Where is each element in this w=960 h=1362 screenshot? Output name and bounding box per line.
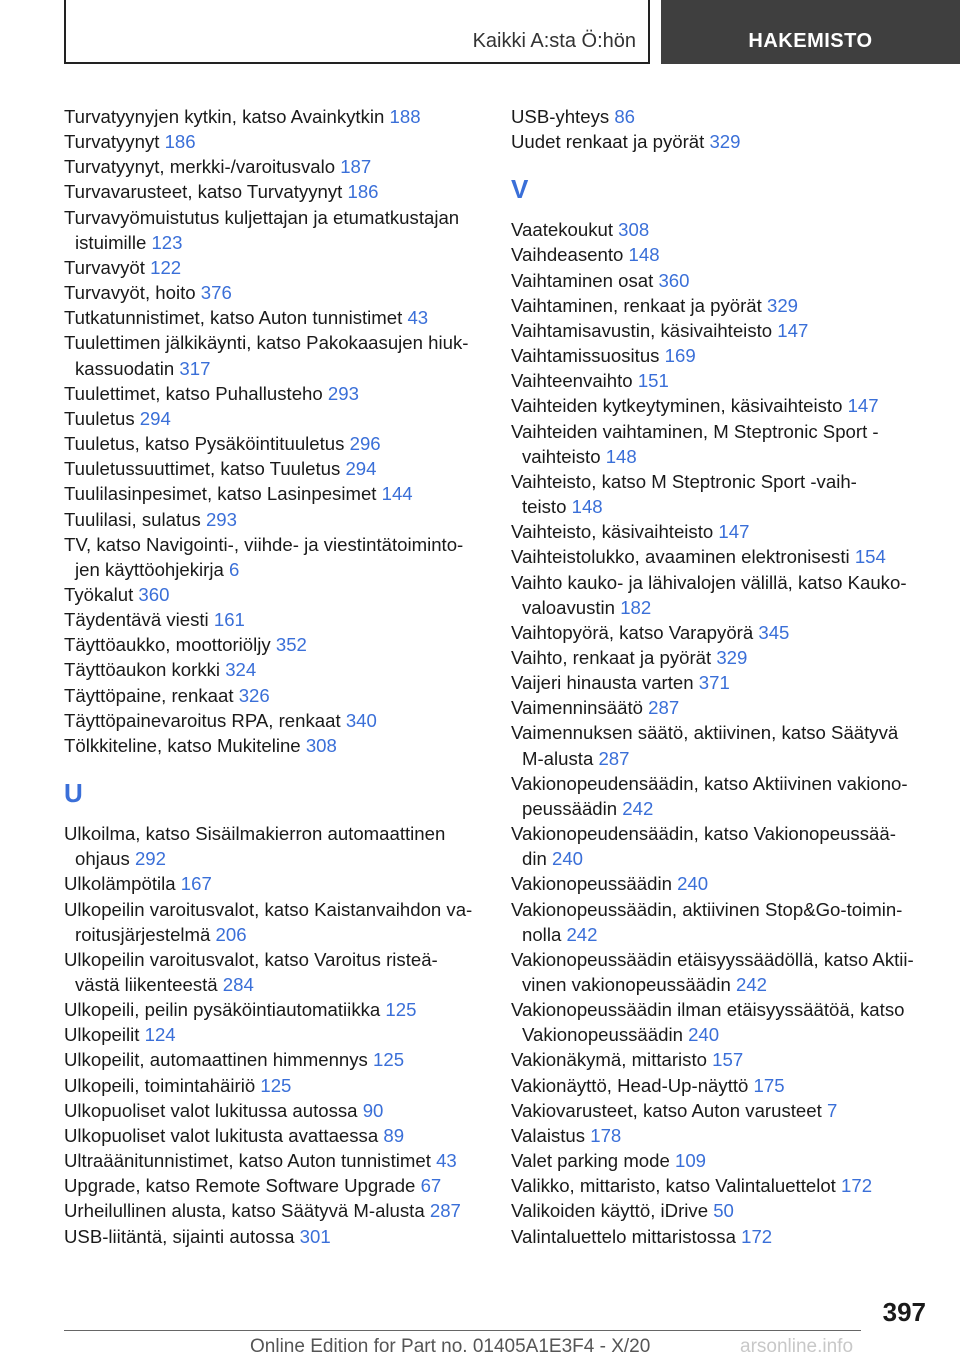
index-entry — [64, 1047, 484, 1072]
index-entry — [511, 771, 936, 821]
index-page-link[interactable]: 125 — [260, 1074, 292, 1096]
index-entry-term: Tutkatunnistimet, katso Auton tunnistimet — [64, 307, 408, 329]
index-page-link[interactable]: 151 — [637, 370, 669, 392]
index-entry — [64, 481, 484, 506]
index-entry-term: nolla — [522, 923, 567, 945]
index-entry — [511, 645, 936, 670]
index-entry-term: Vaihtaminen osat — [511, 269, 659, 291]
section-title: Kaikki A:sta Ö:hön — [472, 30, 636, 52]
index-page-link[interactable]: 154 — [854, 546, 886, 568]
index-page-link[interactable]: 284 — [222, 974, 254, 995]
index-entry-term: peussäädin — [522, 797, 623, 819]
index-entry-term: Ulkopeilit, automaattinen himmennys — [64, 1049, 374, 1071]
header-section-tab — [66, 0, 650, 64]
index-entry-term: västä liikenteestä — [75, 974, 223, 995]
index-page-link[interactable]: 292 — [134, 848, 166, 870]
index-entry — [64, 456, 484, 481]
index-entry — [511, 1173, 936, 1198]
index-page-link[interactable]: 360 — [658, 269, 690, 291]
index-entry-term: Ulkopeili, toimintahäiriö — [64, 1074, 261, 1096]
index-entry — [64, 129, 484, 154]
index-entry-term: Täyttöaukon korkki — [64, 659, 226, 681]
index-entry-term: Vaijeri hinausta varten — [511, 672, 699, 694]
index-entry-term: Ulkopuoliset valot lukitusta avattaessa — [64, 1124, 384, 1146]
index-page-link[interactable]: 6 — [229, 558, 240, 580]
index-page-link[interactable]: 125 — [373, 1049, 405, 1071]
index-entry — [511, 368, 936, 393]
index-entry — [64, 897, 484, 947]
index-entry-term: Valikoiden käyttö, iDrive — [511, 1200, 714, 1222]
index-entry-term: Valet parking mode — [511, 1150, 675, 1172]
index-page-link[interactable]: 178 — [590, 1124, 622, 1146]
watermark: arsonline.info — [740, 1336, 854, 1357]
index-page-link[interactable]: 240 — [677, 873, 709, 895]
index-entry-term: Turvavyöt — [64, 256, 151, 278]
footer-edition-text: Online Edition for Part no. 01405A1E3F4 - X/20 — [250, 1336, 651, 1357]
index-page-link[interactable]: 187 — [340, 156, 372, 178]
index-entry — [511, 695, 936, 720]
index-entry — [64, 1198, 484, 1223]
index-entry-term: Uudet renkaat ja pyörät — [511, 131, 710, 153]
index-page-link[interactable]: 326 — [238, 684, 270, 706]
index-entry — [64, 255, 484, 280]
index-entry-term: vinen vakionopeussäädin — [522, 974, 736, 995]
index-entry-term: Tuuletus, katso Pysäköintituuletus — [64, 433, 350, 455]
page-number: 397 — [882, 1297, 926, 1327]
index-entry-term: Urheilullinen alusta, katso Säätyvä M-alusta — [64, 1200, 430, 1222]
index-page-link[interactable]: 167 — [180, 873, 212, 895]
index-entry-term: Tölkkiteline, katso Mukiteline — [64, 734, 306, 756]
index-page-link[interactable]: 43 — [436, 1150, 457, 1172]
index-entry-term: Täyttöpainevaroitus RPA, renkaat — [64, 709, 346, 731]
index-page-link[interactable]: 301 — [299, 1225, 331, 1247]
index-page-link[interactable]: 293 — [205, 508, 237, 530]
index-entry-term: Vaihtaminen, renkaat ja pyörät — [511, 294, 767, 316]
index-entry-term: vaihteisto — [522, 445, 606, 467]
index-page-link[interactable]: 43 — [407, 307, 429, 329]
index-entry — [64, 1022, 484, 1047]
index-page-link[interactable]: 242 — [735, 974, 768, 995]
index-entry-term: Vakiovarusteet, katso Auton varusteet — [511, 1099, 827, 1121]
index-entry-term: Valaistus — [511, 1124, 591, 1146]
index-entry — [64, 1224, 484, 1249]
index-entry-term: Vakionopeussäädin etäisyyssäädöllä, katso Aktii- — [511, 948, 914, 970]
index-entry-term: Vakionopeudensäädin, katso Aktiivinen vakiono- — [511, 772, 908, 794]
index-entry-term: Vaihtamisavustin, käsivaihteisto — [511, 319, 778, 341]
index-entry-term: Vakionopeussäädin ilman etäisyyssäätöä, katso — [511, 999, 905, 1021]
index-page-link[interactable]: 186 — [347, 181, 379, 203]
index-entry-term: kassuodatin — [75, 357, 180, 379]
index-page-link[interactable]: 86 — [614, 106, 636, 127]
index-entry — [511, 469, 936, 519]
index-entry — [511, 1123, 936, 1148]
index-entry-term: Ulkoilma, katso Sisäilmakierron automaattinen — [64, 823, 446, 845]
index-entry-term: jen käyttöohjekirja — [75, 558, 229, 580]
index-entry — [511, 293, 936, 318]
index-entry-term: Vakionopeussäädin — [522, 1024, 689, 1046]
index-entry-term: Vakionäyttö, Head-Up-näyttö — [511, 1074, 754, 1096]
index-entry — [64, 733, 484, 758]
index-entry-term: Vaihteenvaihto — [511, 370, 638, 392]
index-entry-term: Turvavyöt, hoito — [64, 282, 201, 304]
index-entry-term: Turvatyynyt, merkki-/varoitusvalo — [64, 156, 341, 178]
index-entry — [511, 343, 936, 368]
index-entry-term: Turvatyynyt — [64, 131, 165, 153]
index-entry — [64, 683, 484, 708]
index-page-link[interactable]: 329 — [766, 294, 799, 316]
index-page-link[interactable]: 296 — [349, 433, 381, 455]
index-entry-term: Tuulettimen jälkikäynti, katso Pakokaasujen hiuk- — [64, 332, 469, 354]
index-entry-term: Ulkopeilit — [64, 1024, 145, 1046]
index-page-link[interactable]: 287 — [598, 747, 630, 769]
index-entry-term: Upgrade, katso Remote Software Upgrade — [64, 1175, 421, 1197]
index-entry — [511, 871, 936, 896]
index-entry-term: Vaihteisto, katso M Steptronic Sport -vaih- — [511, 470, 857, 492]
index-entry — [64, 657, 484, 682]
index-page-link[interactable]: 67 — [420, 1175, 442, 1197]
index-page-link[interactable]: 206 — [215, 923, 247, 945]
index-page-link[interactable]: 90 — [362, 1099, 384, 1121]
index-entry-term: Valikko, mittaristo, katso Valintaluettelot — [511, 1175, 842, 1197]
index-entry-term: Tuuletussuuttimet, katso Tuuletus — [64, 458, 346, 480]
index-page-link[interactable]: 148 — [605, 445, 637, 467]
index-entry — [64, 305, 484, 330]
index-page-link[interactable]: 122 — [150, 256, 182, 278]
index-entry — [511, 393, 936, 418]
index-page-link[interactable]: 124 — [144, 1024, 176, 1046]
index-entry-term: Ulkopeilin varoitusvalot, katso Kaistanvaihdon va- — [64, 898, 473, 920]
index-page-link[interactable]: 345 — [758, 621, 790, 643]
index-entry — [64, 821, 484, 871]
header-index-tab[interactable] — [661, 0, 960, 64]
index-entry-term: Vaihteistolukko, avaaminen elektronisesti — [511, 546, 855, 568]
index-tab-label: HAKEMISTO — [748, 30, 873, 52]
index-entry-term: Ultraäänitunnistimet, katso Auton tunnistimet — [64, 1150, 437, 1172]
index-entry-term: Turvavarusteet, katso Turvatyynyt — [64, 181, 348, 203]
index-entry — [64, 280, 484, 305]
index-entry-term: USB-yhteys — [511, 106, 615, 127]
index-entry-term: Turvavyömuistutus kuljettajan ja etumatkustajan — [64, 206, 460, 228]
index-entry — [64, 507, 484, 532]
index-entry — [511, 1098, 936, 1123]
index-entry — [511, 268, 936, 293]
index-page-link[interactable]: 123 — [151, 231, 183, 253]
index-entry — [64, 1123, 484, 1148]
index-entry — [64, 205, 484, 255]
index-entry — [511, 720, 936, 770]
index-page-link[interactable]: 148 — [571, 496, 603, 518]
index-entry — [511, 670, 936, 695]
index-entry-term: Tuuletus — [64, 407, 140, 429]
index-entry-term: Vaihto, renkaat ja pyörät — [511, 646, 717, 668]
index-page-link[interactable]: 147 — [847, 395, 879, 417]
index-page-link[interactable]: 169 — [664, 345, 696, 367]
index-page-link[interactable]: 147 — [777, 319, 809, 341]
index-entry-term: Ulkopeili, peilin pysäköintiautomatiikka — [64, 999, 386, 1021]
index-page-link[interactable]: 308 — [305, 734, 337, 756]
index-entry-term: Turvatyynyjen kytkin, katso Avainkytkin — [64, 106, 390, 127]
index-entry-term: Vaatekoukut — [511, 219, 619, 241]
index-entry-term: teisto — [522, 496, 572, 518]
index-entry-term: Vakionopeussäädin, aktiivinen Stop&Go-toimin- — [511, 898, 903, 920]
index-page-link[interactable]: 317 — [179, 357, 211, 379]
index-entry-term: Ulkolämpötila — [64, 873, 181, 895]
index-entry — [511, 544, 936, 569]
index-page-link[interactable]: 329 — [716, 646, 748, 668]
index-entry-term: Vaihto kauko- ja lähivalojen välillä, katso Kauko- — [511, 571, 907, 593]
index-entry-term: Vaihteiden kytkeytyminen, käsivaihteisto — [511, 395, 848, 417]
index-entry — [64, 381, 484, 406]
index-entry — [64, 947, 484, 997]
index-entry — [64, 1098, 484, 1123]
index-entry — [511, 129, 936, 154]
index-entry-term: Vakionäkymä, mittaristo — [511, 1049, 713, 1071]
index-page-link[interactable]: 287 — [429, 1200, 461, 1222]
index-entry — [64, 431, 484, 456]
index-entry — [64, 871, 484, 896]
index-entry-term: Vaihtopyörä, katso Varapyörä — [511, 621, 759, 643]
index-entry — [64, 1173, 484, 1198]
index-entry-term: din — [522, 848, 552, 870]
index-page-link[interactable]: 340 — [345, 709, 377, 731]
index-entry — [64, 104, 484, 129]
index-letter-heading: V — [511, 174, 529, 205]
index-entry-term: roitusjärjestelmä — [75, 923, 216, 945]
index-entry — [511, 104, 936, 129]
index-entry — [511, 217, 936, 242]
index-page-link[interactable]: 147 — [718, 521, 750, 543]
index-entry — [511, 1198, 936, 1223]
index-page-link[interactable]: 50 — [713, 1200, 734, 1222]
index-entry-term: Vaihtamissuositus — [511, 345, 665, 367]
index-entry-term: M-alusta — [522, 747, 599, 769]
index-entry — [64, 1073, 484, 1098]
index-entry — [64, 330, 484, 380]
index-entry-term: Vakionopeudensäädin, katso Vakionopeussää- — [511, 823, 896, 845]
index-entry — [511, 1224, 936, 1249]
index-page-link[interactable]: 172 — [741, 1225, 773, 1247]
index-page-link[interactable]: 144 — [381, 483, 413, 505]
index-page-link[interactable]: 161 — [213, 609, 245, 631]
index-column-left — [64, 104, 484, 1249]
index-page-link[interactable]: 242 — [622, 797, 654, 819]
index-page-link[interactable]: 324 — [225, 659, 257, 681]
index-page-link[interactable]: 109 — [675, 1150, 707, 1172]
index-letter-heading: U — [64, 778, 83, 809]
index-entry — [64, 607, 484, 632]
index-entry — [511, 570, 936, 620]
index-page-link[interactable]: 308 — [618, 219, 650, 241]
index-entry-term: Ulkopuoliset valot lukitussa autossa — [64, 1099, 363, 1121]
index-entry — [64, 997, 484, 1022]
index-page-link[interactable]: 287 — [648, 697, 680, 719]
index-entry — [511, 620, 936, 645]
index-entry-term: USB-liitäntä, sijainti autossa — [64, 1225, 300, 1247]
index-page-link[interactable]: 360 — [138, 583, 170, 605]
index-page-link[interactable]: 175 — [753, 1074, 785, 1096]
index-entry-term: Täydentävä viesti — [64, 609, 214, 631]
index-entry-term: Tuulettimet, katso Puhallusteho — [64, 382, 328, 404]
index-entry-term: Vakionopeussäädin — [511, 873, 678, 895]
index-entry — [64, 154, 484, 179]
index-entry — [64, 1148, 484, 1173]
index-page-link[interactable]: 89 — [383, 1124, 405, 1146]
index-entry-term: valoavustin — [522, 596, 621, 618]
index-entry — [511, 519, 936, 544]
index-entry-term: istuimille — [75, 231, 152, 253]
index-page-link[interactable]: 352 — [275, 634, 307, 656]
index-page-link[interactable]: 7 — [826, 1099, 838, 1121]
index-entry — [511, 997, 936, 1047]
index-column-right — [511, 104, 936, 1249]
index-entry-term: Täyttöpaine, renkaat — [64, 684, 239, 706]
index-entry — [511, 242, 936, 267]
index-entry — [511, 821, 936, 871]
index-page-link[interactable]: 293 — [327, 382, 359, 404]
index-page-link[interactable]: 294 — [139, 407, 171, 429]
index-entry-term: Tuulilasi, sulatus — [64, 508, 206, 530]
index-entry-term: ohjaus — [75, 848, 135, 870]
index-entry-term: TV, katso Navigointi-, viihde- ja viestintätoiminto- — [64, 533, 464, 555]
index-page-link[interactable]: 294 — [345, 458, 377, 480]
index-entry-term: Vaimennuksen säätö, aktiivinen, katso Säätyvä — [511, 722, 899, 744]
index-page-link[interactable]: 125 — [385, 999, 417, 1021]
index-page-link[interactable]: 148 — [628, 244, 660, 266]
index-entry — [511, 1073, 936, 1098]
index-page-link[interactable]: 188 — [389, 106, 421, 127]
index-entry-term: Valintaluettelo mittaristossa — [511, 1225, 742, 1247]
index-entry — [64, 532, 484, 582]
index-page-link[interactable]: 182 — [620, 596, 652, 618]
index-entry-term: Ulkopeilin varoitusvalot, katso Varoitus risteä- — [64, 948, 438, 970]
index-entry — [511, 947, 936, 997]
index-entry — [64, 179, 484, 204]
index-page-link[interactable]: 329 — [709, 131, 741, 153]
index-entry — [64, 708, 484, 733]
index-page-link[interactable]: 240 — [551, 848, 584, 870]
index-entry — [64, 406, 484, 431]
index-page-link[interactable]: 242 — [566, 923, 598, 945]
index-entry-term: Vaihteiden vaihtaminen, M Steptronic Sport - — [511, 420, 879, 442]
index-entry-term: Vaimenninsäätö — [511, 697, 649, 719]
index-page-link[interactable]: 240 — [688, 1024, 720, 1046]
index-entry — [64, 632, 484, 657]
index-page-link[interactable]: 186 — [164, 131, 196, 153]
index-page-link[interactable]: 172 — [841, 1175, 873, 1197]
index-entry — [511, 419, 936, 469]
index-entry — [64, 582, 484, 607]
index-entry-term: Täyttöaukko, moottoriöljy — [64, 634, 276, 656]
index-entry — [511, 318, 936, 343]
index-page-link[interactable]: 157 — [712, 1049, 744, 1071]
index-entry — [511, 1047, 936, 1072]
index-entry-term: Tuulilasinpesimet, katso Lasinpesimet — [64, 483, 382, 505]
index-entry-term: Työkalut — [64, 583, 139, 605]
index-entry — [511, 897, 936, 947]
footer-rule — [64, 1330, 861, 1331]
index-entry-term: Vaihdeasento — [511, 244, 629, 266]
index-entry — [511, 1148, 936, 1173]
index-page-link[interactable]: 371 — [698, 672, 730, 694]
index-page-link[interactable]: 376 — [200, 282, 232, 304]
index-entry-term: Vaihteisto, käsivaihteisto — [511, 521, 719, 543]
